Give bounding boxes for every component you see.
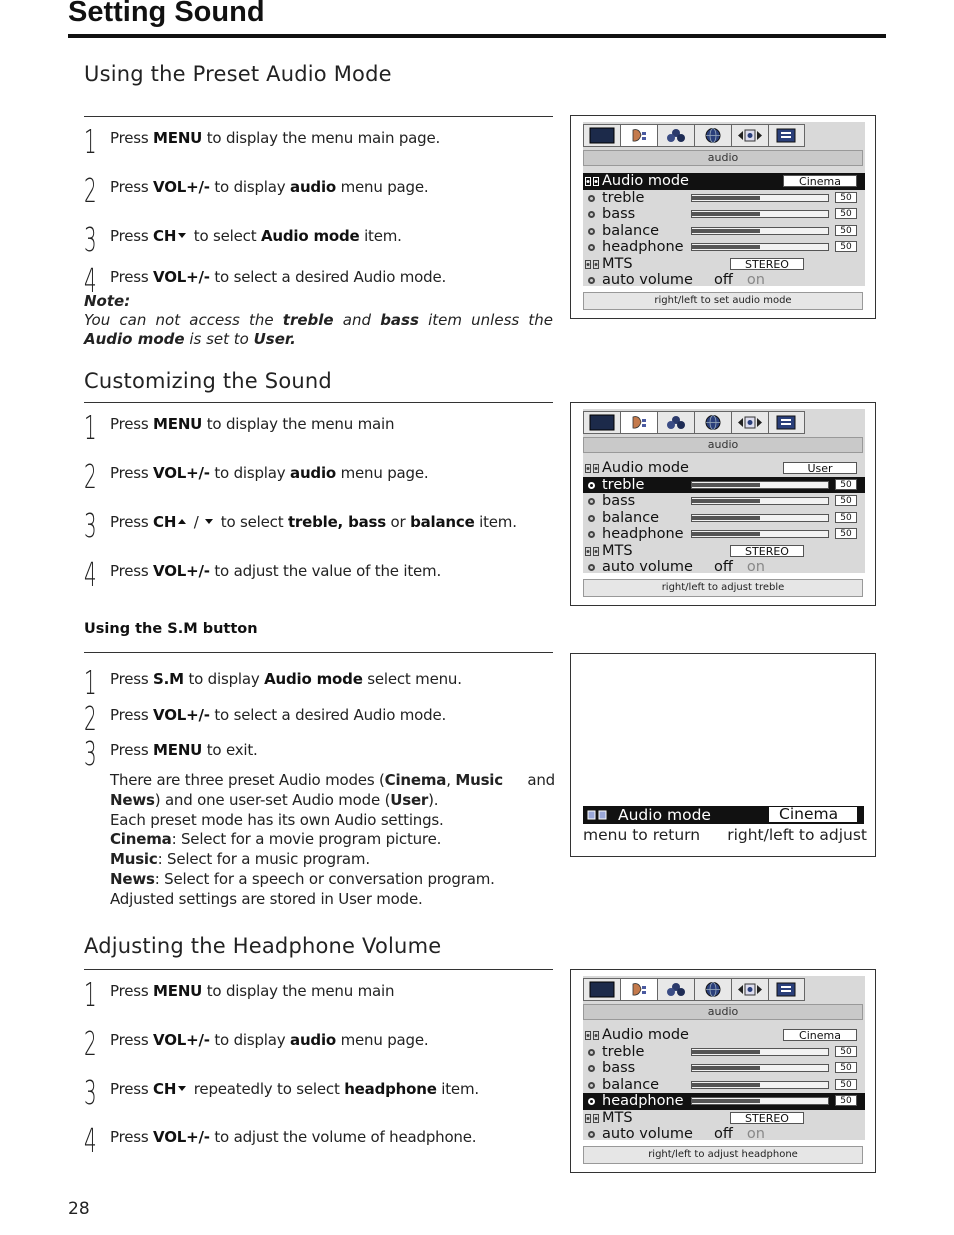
section-title-headphone: Adjusting the Headphone Volume	[84, 934, 442, 958]
note	[84, 292, 553, 348]
on-option: on	[746, 559, 765, 575]
menu-hint: right/left to set audio mode	[583, 292, 863, 310]
slider-value: 50	[835, 1062, 857, 1073]
step-number: 1	[84, 975, 97, 1014]
menu-tab	[768, 978, 805, 1001]
menu-row-headphone[interactable]	[583, 526, 865, 543]
menu-tab	[731, 978, 768, 1001]
menu-row-label: treble	[602, 1043, 645, 1060]
step-text: Press VOL+/- to adjust the value of the item.	[110, 562, 442, 580]
arrow-down-icon	[178, 1086, 186, 1091]
menu-row-label: Audio mode	[602, 460, 689, 476]
setup-icon	[774, 981, 800, 998]
menu-tab	[731, 124, 768, 147]
step-number: 4	[84, 1121, 97, 1160]
menu-row-treble[interactable]	[583, 190, 865, 207]
para-line: News) and one user-set Audio mode (User).	[110, 790, 439, 809]
menu-row-balance[interactable]	[583, 1077, 865, 1094]
value-slider[interactable]	[691, 481, 829, 489]
step-text: Press MENU to display the menu main	[110, 415, 395, 433]
menu-row-label: MTS	[602, 1109, 633, 1126]
picture-icon	[589, 414, 615, 431]
step-number: 1	[84, 663, 97, 702]
value-slider[interactable]	[691, 497, 829, 505]
audio-mode-description	[110, 771, 555, 910]
para-line: News: Select for a speech or conversation program.	[110, 869, 495, 888]
slider-value: 50	[835, 208, 857, 219]
audio-mode-value: Cinema	[783, 175, 857, 187]
menu-header: audio	[583, 437, 863, 453]
value-slider[interactable]	[691, 194, 829, 202]
slider-value: 50	[835, 225, 857, 236]
menu-row-label: auto volume	[602, 272, 693, 288]
mts-value: STEREO	[730, 1112, 804, 1124]
menu-row-label: Audio mode	[602, 1027, 689, 1043]
page-number: 28	[68, 1199, 90, 1219]
menu-tab	[657, 411, 694, 434]
step-text: Press VOL+/- to display audio menu page.	[110, 1031, 429, 1049]
divider	[84, 969, 553, 970]
menu-row-auto-volume[interactable]	[583, 1126, 865, 1143]
menu-row-audio-mode[interactable]	[583, 1027, 865, 1044]
title-rule	[68, 34, 886, 38]
menu-tab	[657, 124, 694, 147]
menu-row-treble[interactable]	[583, 1044, 865, 1061]
step-number: 3	[84, 734, 97, 773]
channel-icon	[737, 127, 763, 144]
step-number: 4	[84, 261, 97, 300]
sm-foot-left: menu to return	[583, 826, 701, 844]
step-text: Press VOL+/- to display audio menu page.	[110, 178, 429, 196]
menu-header: audio	[583, 1004, 863, 1020]
slider-value: 50	[835, 528, 857, 539]
sound-icon	[630, 981, 648, 998]
audio-mode-value: Cinema	[783, 1029, 857, 1041]
para-line: Each preset mode has its own Audio settings.	[110, 810, 444, 829]
value-slider[interactable]	[691, 243, 829, 251]
step-text: Press MENU to exit.	[110, 741, 258, 759]
sm-label: Audio mode	[618, 806, 711, 824]
step-number: 1	[84, 122, 97, 161]
menu-row-audio-mode[interactable]	[583, 460, 865, 477]
globe-icon	[704, 414, 722, 431]
menu-row-audio-mode[interactable]	[583, 173, 865, 190]
menu-row-label: headphone	[602, 239, 684, 255]
sm-footer	[583, 826, 867, 844]
audio-menu-screenshot	[570, 115, 876, 319]
slider-value: 50	[835, 1095, 857, 1106]
channel-icon	[737, 414, 763, 431]
menu-row-bass[interactable]	[583, 1060, 865, 1077]
menu-tab	[768, 411, 805, 434]
menu-row-label: headphone	[602, 526, 684, 542]
section-title-sm: Using the S.M button	[84, 621, 258, 637]
menu-tab-bar	[583, 124, 805, 149]
menu-tab	[583, 978, 620, 1001]
menu-tab	[583, 124, 620, 147]
menu-tab	[620, 124, 657, 147]
step-text: Press VOL+/- to select a desired Audio mode.	[110, 706, 447, 724]
menu-tab-bar	[583, 411, 805, 436]
menu-tab	[583, 411, 620, 434]
step-text: Press VOL+/- to display audio menu page.	[110, 464, 429, 482]
menu-row-label: balance	[602, 509, 660, 526]
sm-menu-screenshot	[570, 653, 876, 857]
section-title-custom: Customizing the Sound	[84, 369, 332, 393]
menu-row-balance[interactable]	[583, 510, 865, 527]
menu-row-mts[interactable]	[583, 1110, 865, 1127]
sm-value-box	[769, 807, 857, 822]
step-number: 2	[84, 1024, 97, 1063]
section-title-preset: Using the Preset Audio Mode	[84, 62, 392, 86]
menu-tab	[657, 978, 694, 1001]
slider-value: 50	[835, 192, 857, 203]
slider-value: 50	[835, 512, 857, 523]
menu-row-label: Audio mode	[602, 173, 689, 189]
menu-row-mts[interactable]	[583, 543, 865, 560]
para-line: Adjusted settings are stored in User mode.	[110, 889, 423, 908]
step-text: Press CH repeatedly to select headphone item.	[110, 1080, 479, 1098]
menu-row-label: bass	[602, 206, 636, 222]
step-text: Press VOL+/- to select a desired Audio mode.	[110, 268, 447, 286]
slider-value: 50	[835, 1079, 857, 1090]
step-text: Press S.M to display Audio mode select menu.	[110, 670, 462, 688]
audio-menu-screenshot	[570, 402, 876, 606]
globe-icon	[704, 981, 722, 998]
off-option: off	[714, 1126, 733, 1142]
value-slider[interactable]	[691, 227, 829, 235]
menu-row-label: treble	[602, 189, 645, 206]
auto-volume-toggle[interactable]	[714, 272, 765, 289]
menu-tab	[620, 411, 657, 434]
arrow-up-icon	[178, 519, 186, 524]
auto-volume-toggle[interactable]	[714, 1126, 765, 1143]
step-text: Press MENU to display the menu main page.	[110, 129, 441, 147]
on-option: on	[746, 272, 765, 288]
step-text: Press CH / to select treble, bass or balance item.	[110, 513, 517, 531]
note-line: Audio mode is set to User.	[84, 330, 296, 348]
menu-tab	[694, 124, 731, 147]
menu-row-treble[interactable]	[583, 477, 865, 494]
menu-tab	[620, 978, 657, 1001]
arrow-down-icon	[178, 233, 186, 238]
audio-menu-screenshot	[570, 969, 876, 1173]
step-number: 3	[84, 1073, 97, 1112]
menu-row-label: balance	[602, 222, 660, 239]
menu-tab	[768, 124, 805, 147]
sm-foot-right: right/left to adjust	[727, 826, 867, 844]
sound-icon	[630, 414, 648, 431]
value-slider[interactable]	[691, 210, 829, 218]
menu-tab	[694, 411, 731, 434]
menu-row-label: MTS	[602, 255, 633, 272]
menu-tab	[731, 411, 768, 434]
menu-hint: right/left to adjust treble	[583, 579, 863, 597]
menu-row-headphone[interactable]	[583, 239, 865, 256]
step-number: 4	[84, 555, 97, 594]
setup-icon	[774, 414, 800, 431]
step-number: 3	[84, 506, 97, 545]
picture-icon	[589, 127, 615, 144]
note-line: You can not access the treble and bass item unless the	[84, 311, 553, 329]
menu-hint: right/left to adjust headphone	[583, 1146, 863, 1164]
value-slider[interactable]	[691, 514, 829, 522]
divider	[84, 652, 553, 653]
off-option: off	[714, 272, 733, 288]
menu-row-mts[interactable]	[583, 256, 865, 273]
divider	[84, 402, 553, 403]
menu-row-bass[interactable]	[583, 206, 865, 223]
auto-volume-toggle[interactable]	[714, 559, 765, 576]
note-label: Note:	[84, 292, 131, 310]
menu-row-label: MTS	[602, 542, 633, 559]
menu-row-auto-volume[interactable]	[583, 559, 865, 576]
menu-row-label: headphone	[602, 1093, 684, 1109]
menu-tab	[694, 978, 731, 1001]
slider-value: 50	[835, 495, 857, 506]
menu-row-label: bass	[602, 1060, 636, 1076]
step-text: Press MENU to display the menu main	[110, 982, 395, 1000]
menu-row-auto-volume[interactable]	[583, 272, 865, 289]
step-number: 2	[84, 171, 97, 210]
value-slider[interactable]	[691, 1048, 829, 1056]
feature-icon	[665, 414, 687, 431]
step-number: 2	[84, 457, 97, 496]
setup-icon	[774, 127, 800, 144]
para-line: There are three preset Audio modes (Cinema, Music and	[110, 771, 555, 789]
feature-icon	[665, 127, 687, 144]
menu-row-label: balance	[602, 1076, 660, 1093]
channel-icon	[737, 981, 763, 998]
para-line: Music: Select for a music program.	[110, 850, 370, 869]
step-number: 2	[84, 699, 97, 738]
value-slider[interactable]	[691, 530, 829, 538]
menu-row-label: treble	[602, 476, 645, 493]
divider	[84, 116, 553, 117]
on-option: on	[746, 1126, 765, 1142]
sm-audio-mode-bar	[583, 806, 864, 824]
step-number: 3	[84, 220, 97, 259]
page-title: Setting Sound	[68, 0, 265, 28]
menu-tab-bar	[583, 978, 805, 1003]
step-text: Press VOL+/- to adjust the volume of headphone.	[110, 1128, 477, 1146]
menu-header: audio	[583, 150, 863, 166]
menu-row-balance[interactable]	[583, 223, 865, 240]
value-slider[interactable]	[691, 1097, 829, 1105]
mts-value: STEREO	[730, 545, 804, 557]
step-number: 1	[84, 408, 97, 447]
value-slider[interactable]	[691, 1064, 829, 1072]
step-text: Press CH to select Audio mode item.	[110, 227, 402, 245]
menu-row-label: auto volume	[602, 559, 693, 575]
speaker-icon	[587, 809, 607, 821]
off-option: off	[714, 559, 733, 575]
globe-icon	[704, 127, 722, 144]
menu-row-headphone[interactable]	[583, 1093, 865, 1110]
menu-row-bass[interactable]	[583, 493, 865, 510]
menu-row-label: bass	[602, 493, 636, 509]
slider-value: 50	[835, 479, 857, 490]
menu-row-label: auto volume	[602, 1126, 693, 1142]
value-slider[interactable]	[691, 1081, 829, 1089]
sm-value: Cinema	[779, 807, 839, 822]
slider-value: 50	[835, 241, 857, 252]
slider-value: 50	[835, 1046, 857, 1057]
sound-icon	[630, 127, 648, 144]
mts-value: STEREO	[730, 258, 804, 270]
picture-icon	[589, 981, 615, 998]
para-line: Cinema: Select for a movie program picture.	[110, 830, 442, 849]
audio-mode-value: User	[783, 462, 857, 474]
feature-icon	[665, 981, 687, 998]
arrow-down-icon	[205, 519, 213, 524]
